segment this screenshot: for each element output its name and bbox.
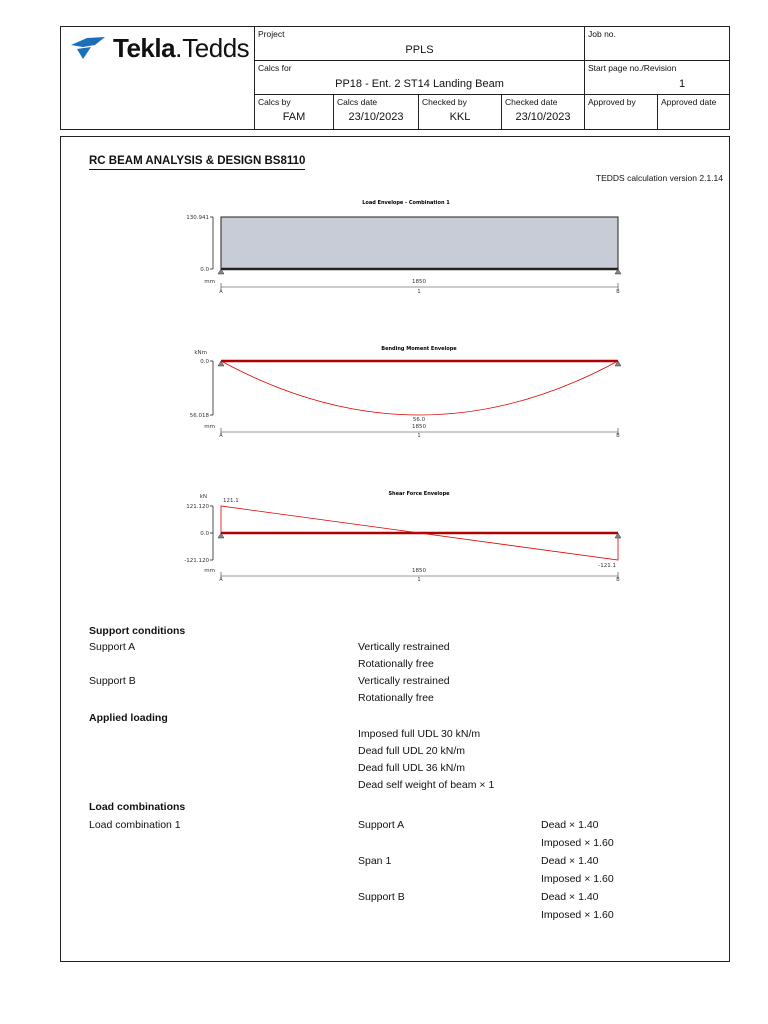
support-a-rotation: Rotationally free [358, 658, 434, 670]
support-a-label: Support A [89, 641, 136, 653]
sf-left-label: 121.1 [223, 498, 239, 504]
start-page-label: Start page no./Revision [588, 63, 677, 73]
bm-support-b-label: B [616, 433, 620, 439]
sf-ytick-bottom: -121.120 [184, 558, 209, 564]
combo-row-location: Support A [358, 819, 405, 831]
bm-span-label: 1 [417, 433, 421, 439]
start-page-cell [584, 60, 730, 95]
load-support-a-label: A [219, 289, 223, 295]
combo-row-location: Span 1 [358, 855, 392, 867]
job-label: Job no. [588, 29, 616, 39]
support-b-vertical: Vertically restrained [358, 675, 450, 687]
combo-row-factor: Imposed × 1.60 [541, 837, 614, 849]
sf-support-b-label: B [616, 577, 620, 583]
combo-row-factor: Dead × 1.40 [541, 891, 599, 903]
bm-span-length: 1850 [412, 424, 426, 430]
calcs-by-value: FAM [282, 111, 306, 123]
calcs-date-label: Calcs date [337, 97, 378, 107]
combo-row-factor: Imposed × 1.60 [541, 909, 614, 921]
load-ytick-bottom: 0.0 [200, 267, 209, 273]
loading-line-2: Dead full UDL 20 kN/m [358, 745, 465, 757]
shear-force-chart [184, 491, 621, 583]
checked-date-value: 23/10/2023 [515, 111, 571, 123]
sf-ytick-top: 121.120 [186, 504, 209, 510]
checked-date-cell [501, 94, 585, 130]
sf-right-label: -121.1 [598, 563, 616, 569]
bending-moment-chart [190, 346, 621, 439]
logo-dot: . [175, 32, 183, 63]
sf-span-length: 1850 [412, 568, 426, 574]
bm-y-unit: kNm [194, 350, 207, 356]
calcs-by-cell [254, 94, 334, 130]
checked-by-cell [418, 94, 502, 130]
load-x-unit: mm [204, 279, 215, 285]
project-cell [254, 26, 585, 61]
combo-row-factor: Dead × 1.40 [541, 819, 599, 831]
tekla-logo [69, 33, 249, 63]
start-page-value: 1 [678, 78, 686, 90]
calcs-for-label: Calcs for [258, 63, 292, 73]
loading-line-1: Imposed full UDL 30 kN/m [358, 728, 481, 740]
combos-heading: Load combinations [89, 801, 186, 813]
approved-date-cell [657, 94, 730, 130]
loading-line-3: Dead full UDL 36 kN/m [358, 762, 465, 774]
sf-span-label: 1 [417, 577, 421, 583]
combo-row-factor: Dead × 1.40 [541, 855, 599, 867]
logo-text: Tedds [182, 32, 250, 63]
load-ytick-top: 130.941 [186, 215, 209, 221]
sf-ytick-mid: 0.0 [200, 531, 209, 537]
load-chart-title: Load Envelope - Combination 1 [362, 200, 450, 206]
bm-x-unit: mm [204, 424, 215, 430]
project-value: PPLS [405, 44, 434, 56]
support-a-vertical: Vertically restrained [358, 641, 450, 653]
calcs-for-value: PP18 - Ent. 2 ST14 Landing Beam [335, 78, 504, 90]
sf-y-unit: kN [199, 494, 207, 500]
logo-cell [60, 26, 255, 130]
calcs-for-cell [254, 60, 585, 95]
load-envelope-chart [186, 200, 621, 295]
diagrams [61, 137, 731, 607]
project-label: Project [258, 29, 285, 39]
checked-date-label: Checked date [505, 97, 558, 107]
calculation-sheet [60, 136, 730, 962]
calcs-date-value: 23/10/2023 [348, 111, 404, 123]
bm-curve [221, 361, 618, 415]
combo-row-factor: Imposed × 1.60 [541, 873, 614, 885]
tekla-logo-icon [69, 35, 107, 61]
calcs-by-label: Calcs by [258, 97, 291, 107]
load-support-b-label: B [616, 289, 620, 295]
approved-by-label: Approved by [588, 97, 636, 107]
approved-date-label: Approved date [661, 97, 717, 107]
support-b-label: Support B [89, 675, 136, 687]
header-block [60, 26, 730, 130]
loading-heading: Applied loading [89, 712, 168, 724]
sf-chart-title: Shear Force Envelope [388, 491, 450, 497]
page-title: RC BEAM ANALYSIS & DESIGN BS8110 [89, 155, 305, 170]
bm-chart-title: Bending Moment Envelope [381, 346, 457, 352]
combo-1-label: Load combination 1 [89, 819, 181, 831]
checked-by-value: KKL [449, 111, 471, 123]
sf-x-unit: mm [204, 568, 215, 574]
support-heading: Support conditions [89, 625, 186, 637]
support-b-rotation: Rotationally free [358, 692, 434, 704]
calcs-date-cell [333, 94, 419, 130]
combo-row-location: Support B [358, 891, 405, 903]
bm-ytick-bottom: 56.018 [189, 413, 209, 419]
load-udl-area [221, 217, 618, 269]
bm-ytick-top: 0.0 [200, 359, 209, 365]
load-span-length: 1850 [412, 279, 426, 285]
version-text: TEDDS calculation version 2.1.14 [595, 173, 723, 183]
logo-text-bold: Tekla [113, 32, 176, 63]
job-cell [584, 26, 730, 61]
approved-by-cell [584, 94, 658, 130]
checked-by-label: Checked by [422, 97, 467, 107]
sf-support-a-label: A [219, 577, 223, 583]
bm-max-label: 56.0 [412, 417, 426, 423]
loading-line-4: Dead self weight of beam × 1 [358, 779, 495, 791]
bm-support-a-label: A [219, 433, 223, 439]
load-span-label: 1 [417, 289, 421, 295]
